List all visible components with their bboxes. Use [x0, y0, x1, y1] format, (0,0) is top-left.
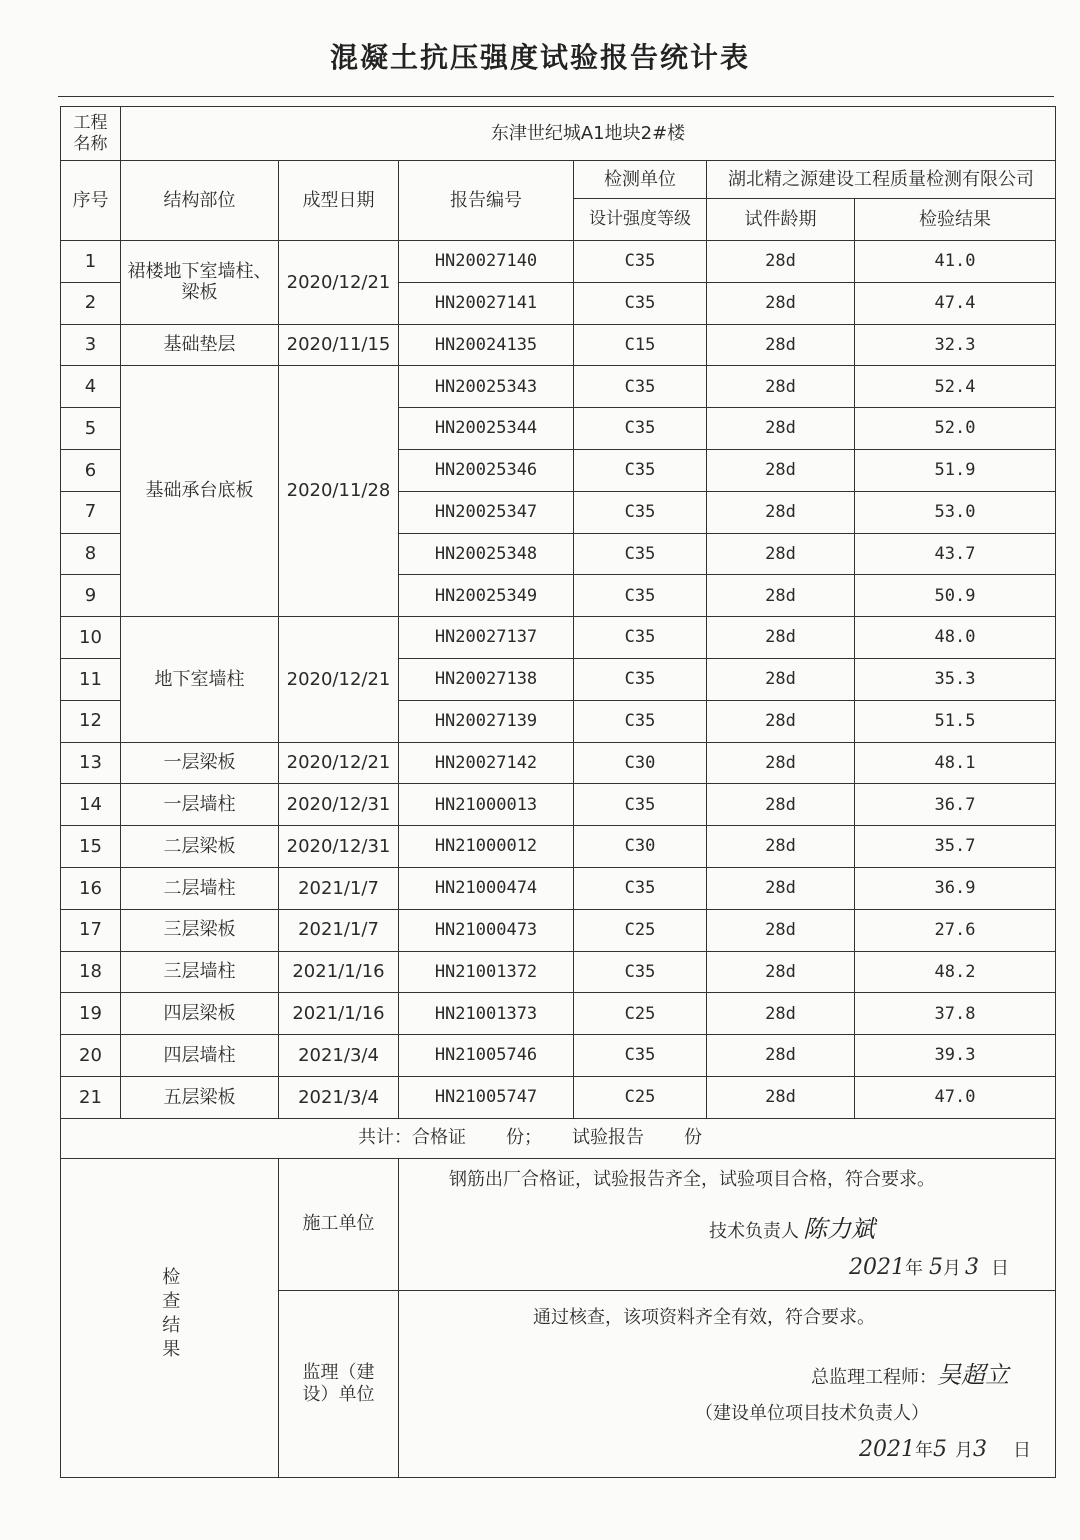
report-cell: HN21001373 [399, 993, 574, 1035]
grade-cell: C35 [574, 1035, 707, 1077]
total-report: 试验报告 [572, 1127, 645, 1149]
report-cell: HN20025344 [399, 408, 574, 450]
check-label-cell [61, 1158, 279, 1477]
part-cell: 三层墙柱 [121, 951, 279, 993]
grade-cell: C35 [574, 617, 707, 659]
table-row [61, 784, 1056, 826]
table-row [61, 1035, 1056, 1077]
age-cell: 28d [707, 282, 855, 324]
report-cell: HN20024135 [399, 324, 574, 366]
report-cell: HN21000474 [399, 867, 574, 909]
report-table [60, 106, 1056, 1478]
age-cell: 28d [707, 408, 855, 450]
part-cell: 地下室墙柱 [121, 617, 279, 742]
total-row [61, 1118, 1056, 1158]
result-cell: 36.9 [855, 867, 1056, 909]
seq-cell: 13 [61, 742, 121, 784]
supervision-content [399, 1290, 1056, 1477]
grade-cell: C25 [574, 909, 707, 951]
report-cell: HN21001372 [399, 951, 574, 993]
age-cell: 28d [707, 826, 855, 868]
date-cell: 2020/12/31 [279, 826, 399, 868]
date-cell: 2021/3/4 [279, 1076, 399, 1118]
result-cell: 51.5 [855, 700, 1056, 742]
project-name: 东津世纪城A1地块2#楼 [121, 107, 1056, 161]
supervision-signer-label: 总监理工程师： [811, 1366, 937, 1388]
part-cell: 裙楼地下室墙柱、梁板 [121, 241, 279, 325]
check-label: 检查结果 [159, 1266, 181, 1363]
result-cell: 52.0 [855, 408, 1056, 450]
report-cell: HN21000473 [399, 909, 574, 951]
part-cell: 二层墙柱 [121, 867, 279, 909]
header-age: 试件龄期 [707, 199, 855, 241]
header-report: 报告编号 [399, 161, 574, 241]
age-cell: 28d [707, 491, 855, 533]
total-unit2: 份 [684, 1127, 703, 1149]
part-cell: 四层墙柱 [121, 1035, 279, 1077]
grade-cell: C35 [574, 408, 707, 450]
seq-cell: 15 [61, 826, 121, 868]
result-cell: 47.4 [855, 282, 1056, 324]
construction-statement: 钢筋出厂合格证，试验报告齐全，试验项目合格，符合要求。 [449, 1168, 935, 1190]
part-cell: 三层梁板 [121, 909, 279, 951]
result-cell: 35.3 [855, 658, 1056, 700]
table-row [61, 617, 1056, 659]
result-cell: 43.7 [855, 533, 1056, 575]
age-cell: 28d [707, 449, 855, 491]
part-cell: 五层梁板 [121, 1076, 279, 1118]
seq-cell: 14 [61, 784, 121, 826]
date-cell: 2021/1/16 [279, 951, 399, 993]
part-cell: 二层梁板 [121, 826, 279, 868]
result-cell: 50.9 [855, 575, 1056, 617]
check-construction-row [61, 1158, 1056, 1290]
result-cell: 52.4 [855, 366, 1056, 408]
result-cell: 53.0 [855, 491, 1056, 533]
grade-cell: C35 [574, 575, 707, 617]
construction-content [399, 1158, 1056, 1290]
supervision-unit-cell [279, 1290, 399, 1477]
age-cell: 28d [707, 993, 855, 1035]
grade-cell: C30 [574, 742, 707, 784]
grade-cell: C35 [574, 951, 707, 993]
date-cell: 2020/12/31 [279, 784, 399, 826]
report-cell: HN21000013 [399, 784, 574, 826]
page-title: 混凝土抗压强度试验报告统计表 [329, 41, 750, 74]
result-cell: 41.0 [855, 241, 1056, 283]
supervision-statement: 通过核查，该项资料齐全有效，符合要求。 [533, 1306, 875, 1328]
seq-cell: 7 [61, 491, 121, 533]
date-cell: 2021/3/4 [279, 1035, 399, 1077]
age-cell: 28d [707, 1076, 855, 1118]
total-cert: 合格证 [412, 1127, 467, 1149]
table-row [61, 909, 1056, 951]
date-cell: 2020/12/21 [279, 617, 399, 742]
seq-cell: 12 [61, 700, 121, 742]
grade-cell: C25 [574, 1076, 707, 1118]
part-cell: 一层墙柱 [121, 784, 279, 826]
grade-cell: C35 [574, 700, 707, 742]
seq-cell: 2 [61, 282, 121, 324]
result-cell: 48.1 [855, 742, 1056, 784]
grade-cell: C35 [574, 533, 707, 575]
report-cell: HN20025347 [399, 491, 574, 533]
table-row [61, 241, 1056, 283]
result-cell: 36.7 [855, 784, 1056, 826]
grade-cell: C35 [574, 366, 707, 408]
report-cell: HN21005746 [399, 1035, 574, 1077]
seq-cell: 6 [61, 449, 121, 491]
seq-cell: 4 [61, 366, 121, 408]
seq-cell: 8 [61, 533, 121, 575]
report-cell: HN20027142 [399, 742, 574, 784]
total-prefix: 共计： [358, 1127, 413, 1149]
seq-cell: 10 [61, 617, 121, 659]
seq-cell: 3 [61, 324, 121, 366]
seq-cell: 20 [61, 1035, 121, 1077]
age-cell: 28d [707, 700, 855, 742]
report-cell: HN20027140 [399, 241, 574, 283]
table-row [61, 993, 1056, 1035]
age-cell: 28d [707, 366, 855, 408]
seq-cell: 18 [61, 951, 121, 993]
construction-date: 2021年 5月 3 日 [849, 1254, 1009, 1280]
grade-cell: C25 [574, 993, 707, 1035]
report-cell: HN20025343 [399, 366, 574, 408]
seq-cell: 1 [61, 241, 121, 283]
total-cell [61, 1118, 1056, 1158]
report-cell: HN20027138 [399, 658, 574, 700]
construction-signer-label: 技术负责人 [709, 1220, 799, 1242]
grade-cell: C35 [574, 449, 707, 491]
date-cell: 2020/11/15 [279, 324, 399, 366]
supervision-date: 2021年5 月3 日 [859, 1436, 1031, 1462]
header-date: 成型日期 [279, 161, 399, 241]
grade-cell: C35 [574, 867, 707, 909]
age-cell: 28d [707, 784, 855, 826]
supervision-signature: 吴超立 [937, 1360, 1009, 1389]
part-cell: 基础垫层 [121, 324, 279, 366]
result-cell: 27.6 [855, 909, 1056, 951]
age-cell: 28d [707, 909, 855, 951]
construction-signer [709, 1215, 875, 1244]
date-cell: 2021/1/7 [279, 867, 399, 909]
age-cell: 28d [707, 951, 855, 993]
project-row [61, 107, 1056, 161]
part-cell: 四层梁板 [121, 993, 279, 1035]
report-cell: HN21005747 [399, 1076, 574, 1118]
header-row-1 [61, 161, 1056, 199]
supervision-note: （建设单位项目技术负责人） [695, 1402, 929, 1424]
result-cell: 48.0 [855, 617, 1056, 659]
project-label: 工程名称 [61, 107, 121, 161]
age-cell: 28d [707, 742, 855, 784]
seq-cell: 21 [61, 1076, 121, 1118]
part-cell: 基础承台底板 [121, 366, 279, 617]
age-cell: 28d [707, 867, 855, 909]
table-row [61, 742, 1056, 784]
grade-cell: C35 [574, 658, 707, 700]
result-cell: 47.0 [855, 1076, 1056, 1118]
date-cell: 2020/11/28 [279, 366, 399, 617]
part-cell: 一层梁板 [121, 742, 279, 784]
report-cell: HN20027137 [399, 617, 574, 659]
age-cell: 28d [707, 617, 855, 659]
grade-cell: C35 [574, 282, 707, 324]
date-cell: 2020/12/21 [279, 742, 399, 784]
supervision-unit: 监理（建设）单位 [302, 1362, 375, 1405]
age-cell: 28d [707, 533, 855, 575]
seq-cell: 19 [61, 993, 121, 1035]
construction-unit: 施工单位 [279, 1158, 399, 1290]
title-rule [58, 96, 1054, 97]
seq-cell: 9 [61, 575, 121, 617]
seq-cell: 11 [61, 658, 121, 700]
grade-cell: C35 [574, 784, 707, 826]
total-unit1: 份； [506, 1127, 543, 1149]
date-cell: 2021/1/7 [279, 909, 399, 951]
table-row [61, 1076, 1056, 1118]
table-row [61, 826, 1056, 868]
table-row [61, 324, 1056, 366]
report-cell: HN20027141 [399, 282, 574, 324]
table-row [61, 951, 1056, 993]
age-cell: 28d [707, 324, 855, 366]
header-seq: 序号 [61, 161, 121, 241]
report-cell: HN21000012 [399, 826, 574, 868]
report-cell: HN20025346 [399, 449, 574, 491]
header-grade: 设计强度等级 [574, 199, 707, 241]
header-unit-value: 湖北精之源建设工程质量检测有限公司 [707, 161, 1056, 199]
header-unit-label: 检测单位 [574, 161, 707, 199]
header-result: 检验结果 [855, 199, 1056, 241]
result-cell: 39.3 [855, 1035, 1056, 1077]
table-row [61, 867, 1056, 909]
grade-cell: C35 [574, 491, 707, 533]
grade-cell: C15 [574, 324, 707, 366]
report-cell: HN20025348 [399, 533, 574, 575]
result-cell: 51.9 [855, 449, 1056, 491]
age-cell: 28d [707, 241, 855, 283]
construction-signature: 陈力斌 [803, 1214, 875, 1243]
supervision-signer [811, 1361, 1009, 1390]
result-cell: 37.8 [855, 993, 1056, 1035]
seq-cell: 17 [61, 909, 121, 951]
result-cell: 35.7 [855, 826, 1056, 868]
seq-cell: 5 [61, 408, 121, 450]
result-cell: 32.3 [855, 324, 1056, 366]
date-cell: 2020/12/21 [279, 241, 399, 325]
header-part: 结构部位 [121, 161, 279, 241]
report-cell: HN20027139 [399, 700, 574, 742]
date-cell: 2021/1/16 [279, 993, 399, 1035]
age-cell: 28d [707, 658, 855, 700]
age-cell: 28d [707, 1035, 855, 1077]
grade-cell: C30 [574, 826, 707, 868]
age-cell: 28d [707, 575, 855, 617]
table-row [61, 366, 1056, 408]
report-cell: HN20025349 [399, 575, 574, 617]
grade-cell: C35 [574, 241, 707, 283]
seq-cell: 16 [61, 867, 121, 909]
result-cell: 48.2 [855, 951, 1056, 993]
